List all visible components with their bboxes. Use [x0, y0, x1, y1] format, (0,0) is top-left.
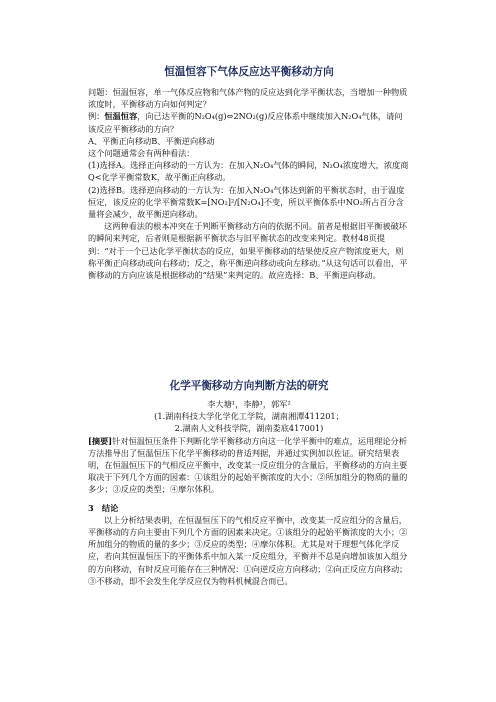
section1-body [88, 86, 410, 281]
section2-body [88, 398, 410, 587]
example-bold-condition: 恒温恒容 [104, 111, 138, 122]
abstract-label: [摘要] [88, 435, 113, 446]
example-paragraph [88, 110, 410, 134]
abstract-text: 针对恒温恒压条件下判断化学平衡移动方向这一化学平衡中的难点，运用理论分析方法推导出了恒温恒压下化学平衡移动的普适判据，并通过实例加以佐证。研究结果表明，在恒温恒压下的气相反应平衡中，改变某一反应组分的含量后，平衡移动的方向主要取决于下列几个方面的因素：①该组分的起始平衡浓度的大小；②所加组分的物质的量的多少；③反应的类型；④摩尔体积。 [88, 435, 408, 495]
conclusion-heading: 3 结论 [88, 502, 119, 513]
affiliation-1: (1.湖南科技大学化学化工学院，湖南湘潭411201； [154, 411, 344, 422]
view2-paragraph: (2)选择B。选择逆向移动的一方认为：在加入N₂O₄气体达到新的平衡状态时，由于温度恒定，该反应的化学平衡常数K=[NO₂]²/[N₂O₄]不变，所以平衡体系中NO₂所占百分含量将会减少，故平衡逆向移动。 [88, 184, 405, 220]
example-label: 例： [88, 111, 105, 122]
authors-line: 李大塘¹，李静¹，郭军² [207, 399, 291, 409]
example-text: ，向已达平衡的N₂O₄(g)⇔2NO₂(g)反应体系中继续加入N₂O₄气体，请问该反应平衡移动的方向？ [88, 111, 403, 134]
conclusion-paragraph: 以上分析结果表明，在恒温恒压下的气相反应平衡中，改变某一反应组分的含量后，平衡移动的方向主要由下列几个方面的因素来决定。①该组分的起始平衡浓度的大小；②所加组分的物质的量的多少；③反应的类型；④摩尔体积。尤其是对于理想气体化学反应，若向其恒温恒压下的平衡体系中加入某一反应组分，平衡并不总是向增加该加入组分的方向移动，有时反应可能存在三种情况：①向逆反应方向移动；②向正反应方向移动；③不移动，即不会发生化学反应仅为物料机械混合而已。 [88, 514, 408, 586]
view1-paragraph: (1)选择A。选择正向移动的一方认为：在加入N₂O₄气体的瞬间，N₂O₄浓度增大，浓度商Q<化学平衡常数K，故平衡正向移动。 [88, 160, 409, 183]
abstract-paragraph [88, 435, 410, 496]
options-line: A、平衡正向移动B、平衡逆向移动 [88, 135, 215, 146]
section1-title: 恒温恒容下气体反应达平衡移动方向 [164, 66, 334, 78]
section2-title: 化学平衡移动方向判断方法的研究 [169, 380, 329, 392]
analysis-paragraph: 这两种看法的根本冲突在于判断平衡移动方向的依据不同。前者是根据旧平衡被破坏的瞬间来判定，后者则是根据新平衡状态与旧平衡状态的改变来判定。教材48页提到：“对于一个已达化学平衡状态的反应，如果平衡移动的结果使反应产物浓度更大，则称平衡正向移动或向右移动；反之，称平衡逆向移动或向左移动。”从这句话可以看出，平衡移动的方向应该是根据移动的“结果”来判定的。故应选择：B、平衡逆向移动。 [88, 221, 408, 281]
question-paragraph: 问题：恒温恒容，单一气体反应物和气体产物的反应达到化学平衡状态，当增加一种物质浓度时，平衡移动方向如何判定？ [88, 87, 408, 110]
affiliation-2: 2.湖南人文科技学院，湖南娄底417001) [174, 423, 324, 434]
intro-line: 这个问题通常会有两种看法： [88, 148, 195, 159]
